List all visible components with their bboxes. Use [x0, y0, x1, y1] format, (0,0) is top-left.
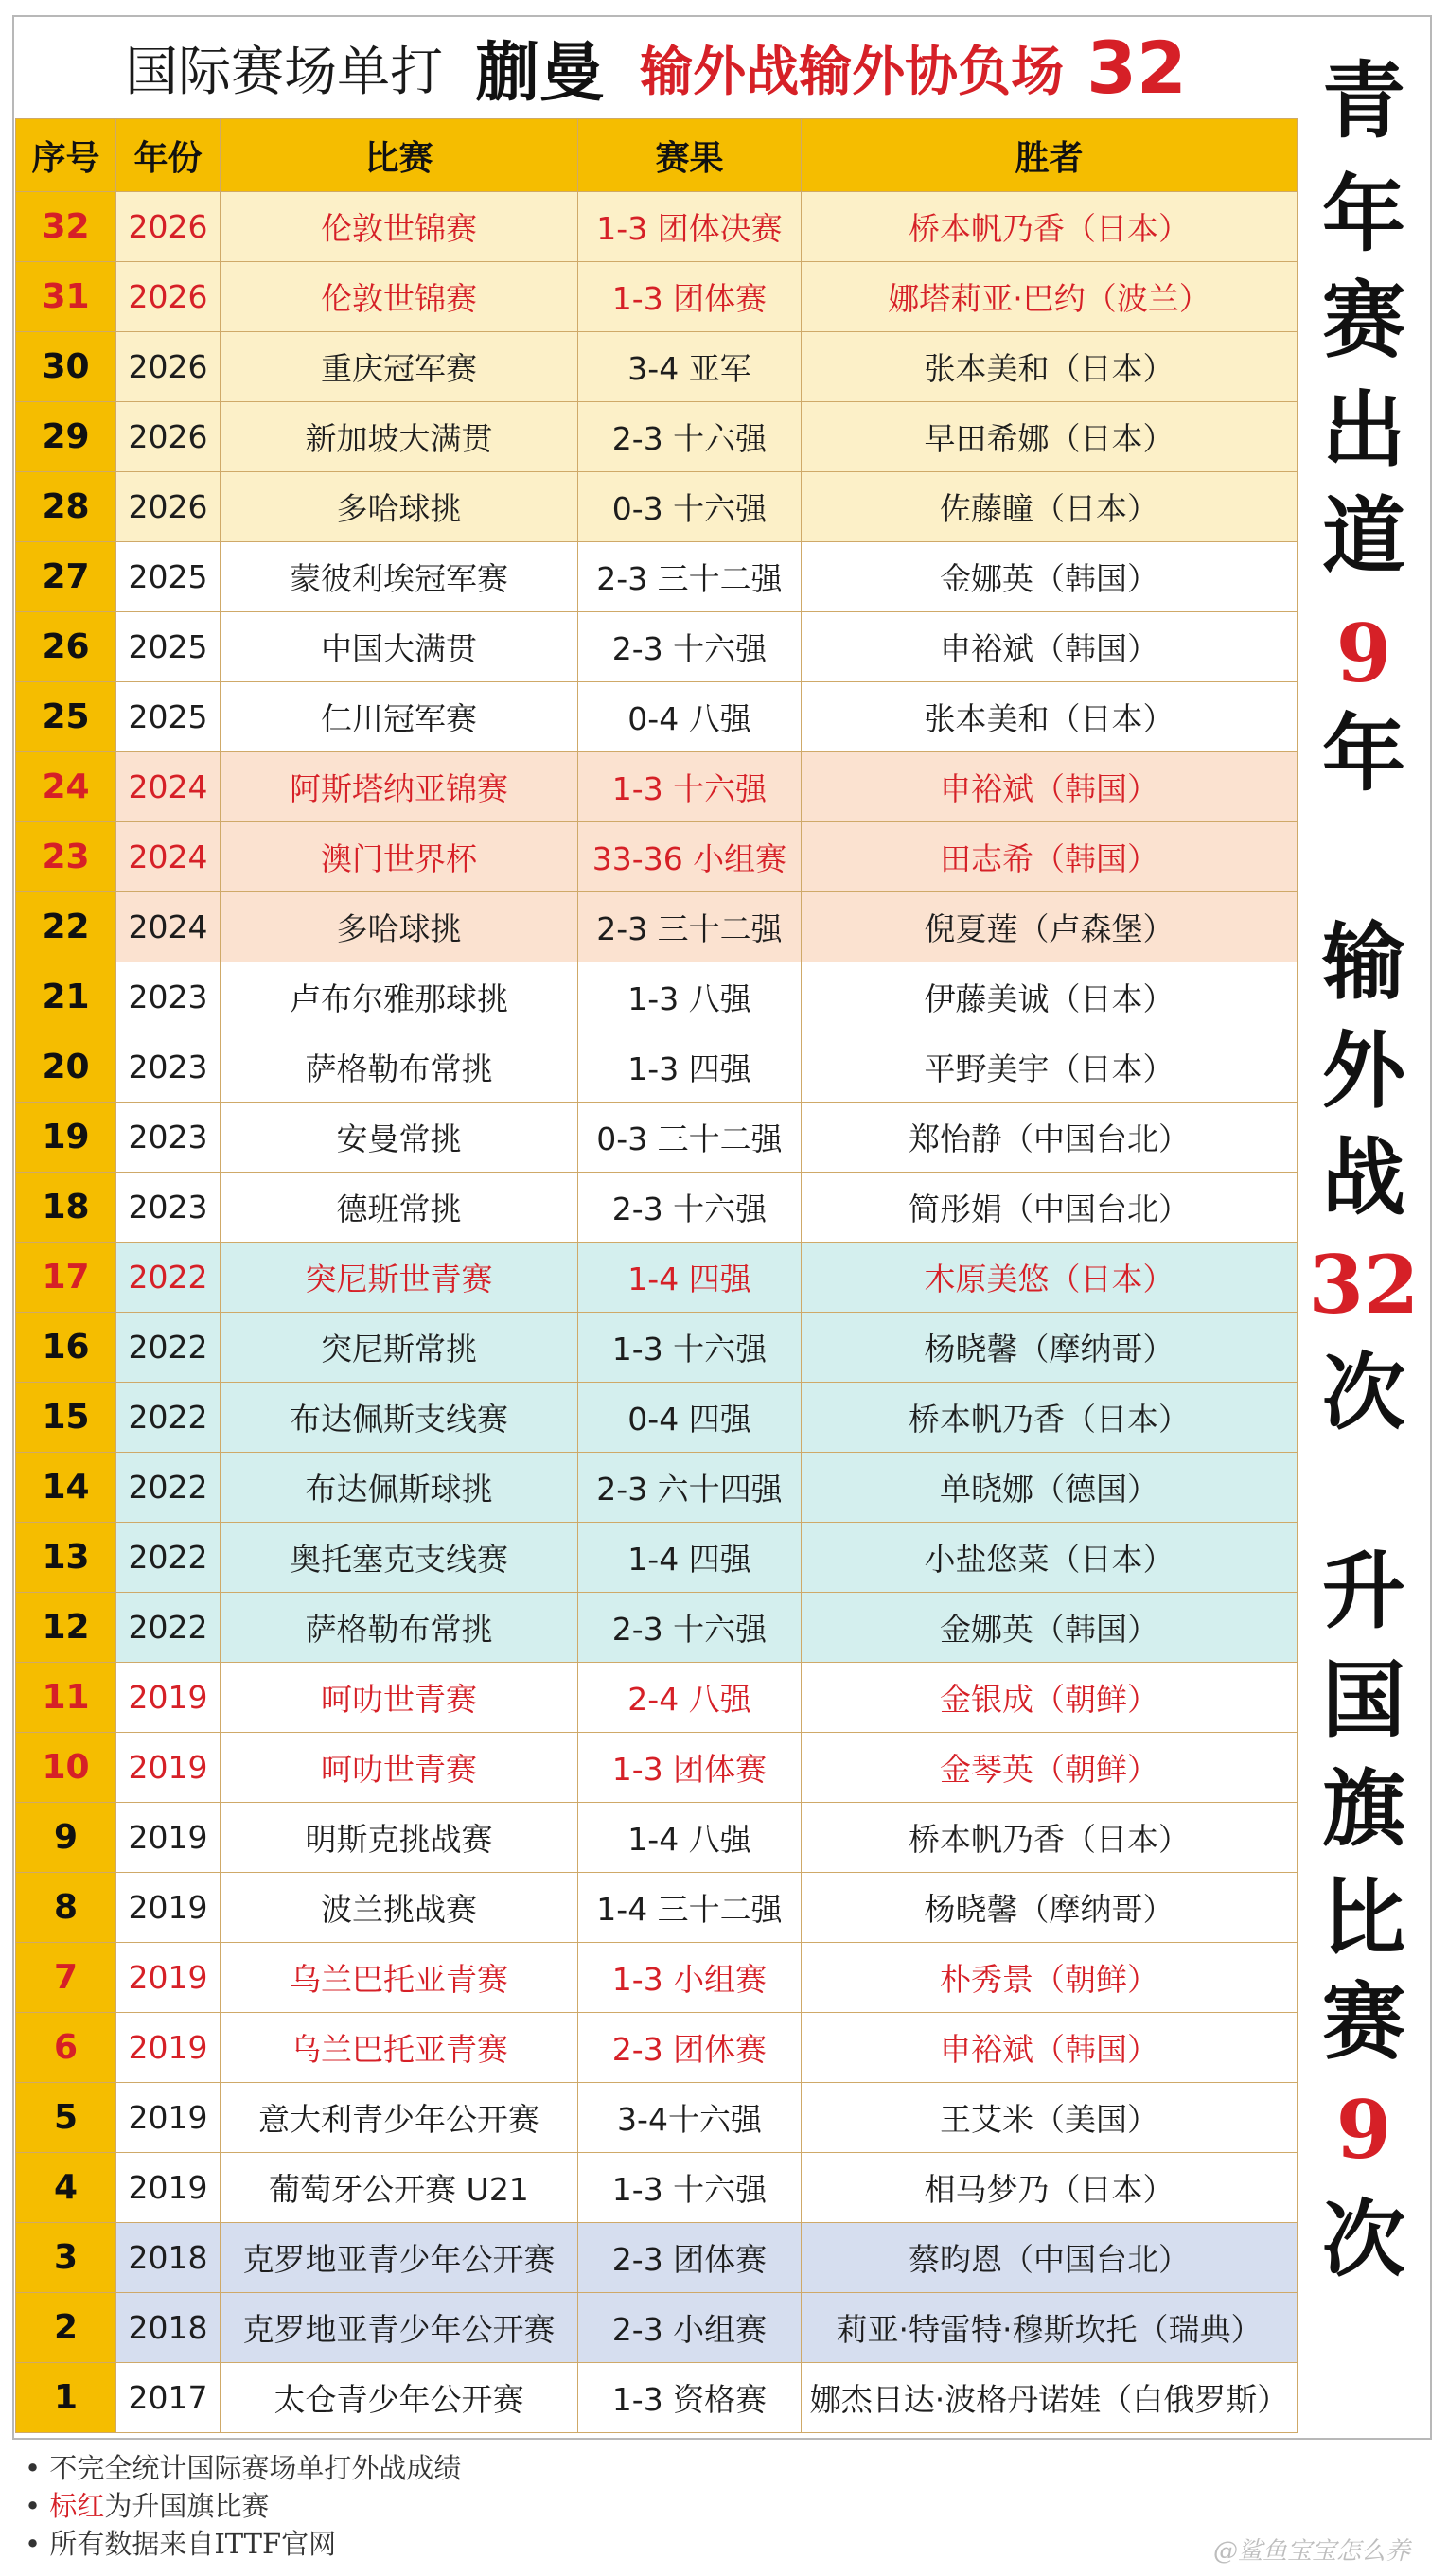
- cell-no: 4: [16, 2153, 116, 2223]
- footnote-item: • 标红为升国旗比赛: [25, 2490, 270, 2522]
- column-header-winner: 胜者: [802, 119, 1298, 192]
- table-header-row: [16, 119, 1298, 192]
- cell-winner: 王艾米（美国）: [802, 2083, 1298, 2153]
- cell-no: 8: [16, 1873, 116, 1943]
- cell-event: 蒙彼利埃冠军赛: [221, 542, 578, 612]
- table-row: [16, 1663, 1298, 1733]
- cell-no: 11: [16, 1663, 116, 1733]
- cell-result: 1-3 资格赛: [578, 2363, 802, 2433]
- table-row: [16, 2293, 1298, 2363]
- side-char: 赛: [1321, 271, 1405, 369]
- cell-no: 26: [16, 612, 116, 682]
- cell-result: 3-4十六强: [578, 2083, 802, 2153]
- cell-year: 2023: [116, 1032, 221, 1103]
- cell-event: 仁川冠军赛: [221, 682, 578, 752]
- cell-winner: 伊藤美诚（日本）: [802, 962, 1298, 1032]
- cell-event: 安曼常挑: [221, 1103, 578, 1173]
- cell-no: 22: [16, 892, 116, 962]
- table-row: [16, 682, 1298, 752]
- cell-result: 1-3 小组赛: [578, 1943, 802, 2013]
- cell-no: 6: [16, 2013, 116, 2083]
- cell-winner: 申裕斌（韩国）: [802, 752, 1298, 822]
- cell-result: 3-4 亚军: [578, 332, 802, 402]
- side-panel: [1302, 17, 1425, 2438]
- cell-no: 15: [16, 1383, 116, 1453]
- cell-result: 0-4 八强: [578, 682, 802, 752]
- cell-year: 2023: [116, 962, 221, 1032]
- cell-result: 1-3 十六强: [578, 1313, 802, 1383]
- cell-result: 1-4 四强: [578, 1243, 802, 1313]
- cell-no: 14: [16, 1453, 116, 1523]
- cell-event: 阿斯塔纳亚锦赛: [221, 752, 578, 822]
- cell-winner: 桥本帆乃香（日本）: [802, 1383, 1298, 1453]
- cell-event: 呵叻世青赛: [221, 1663, 578, 1733]
- cell-event: 重庆冠军赛: [221, 332, 578, 402]
- cell-event: 克罗地亚青少年公开赛: [221, 2293, 578, 2363]
- cell-year: 2024: [116, 822, 221, 892]
- side-char: 道: [1321, 486, 1405, 585]
- table-row: [16, 1173, 1298, 1243]
- cell-result: 1-4 八强: [578, 1803, 802, 1873]
- title-prefix: 国际赛场单打: [125, 41, 444, 103]
- table-row: [16, 1803, 1298, 1873]
- footnote-item: • 不完全统计国际赛场单打外战成绩: [25, 2452, 462, 2484]
- cell-winner: 倪夏莲（卢森堡）: [802, 892, 1298, 962]
- cell-year: 2017: [116, 2363, 221, 2433]
- cell-year: 2019: [116, 2153, 221, 2223]
- table-row: [16, 1032, 1298, 1103]
- table-row: [16, 332, 1298, 402]
- cell-no: 24: [16, 752, 116, 822]
- cell-result: 1-3 四强: [578, 1032, 802, 1103]
- footnotes: [25, 2449, 461, 2563]
- table-row: [16, 1523, 1298, 1593]
- cell-year: 2022: [116, 1383, 221, 1453]
- cell-year: 2023: [116, 1173, 221, 1243]
- footnote-text: 为升国旗比赛: [104, 2490, 270, 2522]
- cell-event: 突尼斯常挑: [221, 1313, 578, 1383]
- cell-result: 2-3 十六强: [578, 1593, 802, 1663]
- cell-event: 新加坡大满贯: [221, 402, 578, 472]
- title-subtitle: 输外战输外协负场: [640, 41, 1065, 103]
- side-char: 出: [1321, 380, 1405, 479]
- cell-year: 2023: [116, 1103, 221, 1173]
- table-row: [16, 1873, 1298, 1943]
- cell-year: 2022: [116, 1523, 221, 1593]
- table-row: [16, 2013, 1298, 2083]
- cell-no: 30: [16, 332, 116, 402]
- table-body: [16, 192, 1298, 2433]
- cell-no: 28: [16, 472, 116, 542]
- cell-event: 中国大满贯: [221, 612, 578, 682]
- cell-year: 2025: [116, 612, 221, 682]
- cell-year: 2022: [116, 1593, 221, 1663]
- cell-winner: 朴秀景（朝鲜）: [802, 1943, 1298, 2013]
- cell-result: 1-3 团体赛: [578, 262, 802, 332]
- cell-event: 澳门世界杯: [221, 822, 578, 892]
- cell-event: 多哈球挑: [221, 892, 578, 962]
- cell-year: 2025: [116, 682, 221, 752]
- cell-winner: 申裕斌（韩国）: [802, 2013, 1298, 2083]
- table-row: [16, 2153, 1298, 2223]
- cell-no: 27: [16, 542, 116, 612]
- cell-winner: 娜塔莉亚·巴约（波兰）: [802, 262, 1298, 332]
- cell-no: 10: [16, 1733, 116, 1803]
- cell-no: 18: [16, 1173, 116, 1243]
- cell-winner: 小盐悠菜（日本）: [802, 1523, 1298, 1593]
- cell-event: 多哈球挑: [221, 472, 578, 542]
- cell-result: 2-3 三十二强: [578, 892, 802, 962]
- cell-winner: 郑怡静（中国台北）: [802, 1103, 1298, 1173]
- cell-result: 1-3 十六强: [578, 2153, 802, 2223]
- cell-result: 2-3 六十四强: [578, 1453, 802, 1523]
- side-char: 输: [1321, 912, 1405, 1011]
- cell-no: 16: [16, 1313, 116, 1383]
- cell-winner: 单晓娜（德国）: [802, 1453, 1298, 1523]
- cell-no: 19: [16, 1103, 116, 1173]
- cell-year: 2019: [116, 2013, 221, 2083]
- cell-result: 33-36 小组赛: [578, 822, 802, 892]
- cell-winner: 桥本帆乃香（日本）: [802, 1803, 1298, 1873]
- cell-result: 2-3 三十二强: [578, 542, 802, 612]
- page-title: [15, 17, 1297, 118]
- cell-no: 20: [16, 1032, 116, 1103]
- cell-no: 31: [16, 262, 116, 332]
- side-char: 国: [1321, 1650, 1405, 1749]
- cell-no: 9: [16, 1803, 116, 1873]
- side-char: 年: [1321, 704, 1405, 803]
- table-row: [16, 822, 1298, 892]
- table-row: [16, 1383, 1298, 1453]
- side-char: 比: [1321, 1868, 1405, 1967]
- cell-no: 32: [16, 192, 116, 262]
- cell-result: 1-3 团体决赛: [578, 192, 802, 262]
- cell-no: 17: [16, 1243, 116, 1313]
- results-table: [15, 118, 1298, 2433]
- table-row: [16, 2223, 1298, 2293]
- footnote-red-label: 标红: [49, 2490, 105, 2522]
- cell-result: 2-3 小组赛: [578, 2293, 802, 2363]
- side-char: 外: [1321, 1021, 1405, 1120]
- table-row: [16, 962, 1298, 1032]
- cell-winner: 杨晓馨（摩纳哥）: [802, 1313, 1298, 1383]
- cell-event: 萨格勒布常挑: [221, 1032, 578, 1103]
- cell-year: 2022: [116, 1243, 221, 1313]
- cell-event: 卢布尔雅那球挑: [221, 962, 578, 1032]
- cell-result: 2-3 十六强: [578, 1173, 802, 1243]
- cell-winner: 简彤娟（中国台北）: [802, 1173, 1298, 1243]
- cell-year: 2022: [116, 1453, 221, 1523]
- cell-event: 太仓青少年公开赛: [221, 2363, 578, 2433]
- cell-no: 21: [16, 962, 116, 1032]
- cell-winner: 平野美宇（日本）: [802, 1032, 1298, 1103]
- cell-event: 波兰挑战赛: [221, 1873, 578, 1943]
- cell-year: 2019: [116, 1943, 221, 2013]
- table-row: [16, 192, 1298, 262]
- cell-year: 2026: [116, 192, 221, 262]
- cell-winner: 杨晓馨（摩纳哥）: [802, 1873, 1298, 1943]
- table-row: [16, 542, 1298, 612]
- footnote-item: • 所有数据来自ITTF官网: [25, 2528, 337, 2560]
- cell-year: 2018: [116, 2293, 221, 2363]
- cell-year: 2019: [116, 1873, 221, 1943]
- watermark: @鲨鱼宝宝怎么养: [1212, 2537, 1410, 2566]
- side-char: 9: [1335, 607, 1392, 700]
- table-row: [16, 2083, 1298, 2153]
- cell-event: 葡萄牙公开赛 U21: [221, 2153, 578, 2223]
- cell-no: 13: [16, 1523, 116, 1593]
- cell-year: 2026: [116, 262, 221, 332]
- column-header-no: 序号: [16, 119, 116, 192]
- cell-event: 萨格勒布常挑: [221, 1593, 578, 1663]
- cell-year: 2019: [116, 1663, 221, 1733]
- cell-winner: 金银成（朝鲜）: [802, 1663, 1298, 1733]
- footnote-text: 不完全统计国际赛场单打外战成绩: [49, 2452, 462, 2484]
- table-row: [16, 402, 1298, 472]
- cell-winner: 桥本帆乃香（日本）: [802, 192, 1298, 262]
- cell-winner: 张本美和（日本）: [802, 682, 1298, 752]
- side-char: 战: [1321, 1128, 1405, 1226]
- cell-year: 2026: [116, 472, 221, 542]
- table-row: [16, 262, 1298, 332]
- column-header-event: 比赛: [221, 119, 578, 192]
- cell-result: 2-4 八强: [578, 1663, 802, 1733]
- cell-no: 1: [16, 2363, 116, 2433]
- cell-event: 伦敦世锦赛: [221, 262, 578, 332]
- table-row: [16, 1593, 1298, 1663]
- side-char: 青: [1321, 51, 1405, 150]
- cell-event: 伦敦世锦赛: [221, 192, 578, 262]
- column-header-result: 赛果: [578, 119, 802, 192]
- cell-event: 克罗地亚青少年公开赛: [221, 2223, 578, 2293]
- table-row: [16, 1453, 1298, 1523]
- table-row: [16, 1943, 1298, 2013]
- side-char: 次: [1321, 2190, 1405, 2288]
- cell-year: 2019: [116, 1803, 221, 1873]
- cell-winner: 佐藤瞳（日本）: [802, 472, 1298, 542]
- table-row: [16, 1313, 1298, 1383]
- cell-event: 呵叻世青赛: [221, 1733, 578, 1803]
- cell-result: 0-3 三十二强: [578, 1103, 802, 1173]
- cell-event: 乌兰巴托亚青赛: [221, 2013, 578, 2083]
- cell-result: 2-3 十六强: [578, 612, 802, 682]
- table-row: [16, 472, 1298, 542]
- side-char: 赛: [1321, 1972, 1405, 2071]
- cell-no: 5: [16, 2083, 116, 2153]
- cell-result: 0-3 十六强: [578, 472, 802, 542]
- cell-result: 1-4 四强: [578, 1523, 802, 1593]
- table-row: [16, 752, 1298, 822]
- side-char: 9: [1335, 2083, 1392, 2177]
- cell-result: 1-3 十六强: [578, 752, 802, 822]
- cell-no: 25: [16, 682, 116, 752]
- cell-winner: 金娜英（韩国）: [802, 1593, 1298, 1663]
- cell-no: 23: [16, 822, 116, 892]
- cell-year: 2026: [116, 332, 221, 402]
- loss-count: 32: [1086, 26, 1187, 110]
- cell-winner: 娜杰日达·波格丹诺娃（白俄罗斯）: [802, 2363, 1298, 2433]
- cell-winner: 申裕斌（韩国）: [802, 612, 1298, 682]
- cell-event: 乌兰巴托亚青赛: [221, 1943, 578, 2013]
- cell-result: 1-4 三十二强: [578, 1873, 802, 1943]
- cell-winner: 田志希（韩国）: [802, 822, 1298, 892]
- cell-result: 2-3 十六强: [578, 402, 802, 472]
- cell-no: 12: [16, 1593, 116, 1663]
- cell-winner: 莉亚·特雷特·穆斯坎托（瑞典）: [802, 2293, 1298, 2363]
- cell-result: 2-3 团体赛: [578, 2223, 802, 2293]
- cell-winner: 木原美悠（日本）: [802, 1243, 1298, 1313]
- table-row: [16, 2363, 1298, 2433]
- cell-result: 1-3 团体赛: [578, 1733, 802, 1803]
- column-header-year: 年份: [116, 119, 221, 192]
- cell-event: 奥托塞克支线赛: [221, 1523, 578, 1593]
- cell-winner: 相马梦乃（日本）: [802, 2153, 1298, 2223]
- table-row: [16, 1733, 1298, 1803]
- cell-year: 2018: [116, 2223, 221, 2293]
- cell-winner: 金琴英（朝鲜）: [802, 1733, 1298, 1803]
- table-row: [16, 1243, 1298, 1313]
- cell-no: 3: [16, 2223, 116, 2293]
- side-char: 年: [1321, 165, 1405, 263]
- cell-winner: 金娜英（韩国）: [802, 542, 1298, 612]
- cell-no: 7: [16, 1943, 116, 2013]
- cell-year: 2019: [116, 2083, 221, 2153]
- cell-year: 2022: [116, 1313, 221, 1383]
- footnote-text: 所有数据来自ITTF官网: [49, 2528, 337, 2560]
- side-char: 升: [1321, 1542, 1405, 1640]
- cell-year: 2024: [116, 892, 221, 962]
- cell-no: 2: [16, 2293, 116, 2363]
- cell-event: 明斯克挑战赛: [221, 1803, 578, 1873]
- cell-winner: 蔡昀恩（中国台北）: [802, 2223, 1298, 2293]
- cell-year: 2024: [116, 752, 221, 822]
- side-char: 旗: [1321, 1759, 1405, 1858]
- table-row: [16, 892, 1298, 962]
- cell-event: 突尼斯世青赛: [221, 1243, 578, 1313]
- cell-result: 1-3 八强: [578, 962, 802, 1032]
- cell-year: 2025: [116, 542, 221, 612]
- cell-event: 布达佩斯支线赛: [221, 1383, 578, 1453]
- cell-event: 德班常挑: [221, 1173, 578, 1243]
- cell-winner: 早田希娜（日本）: [802, 402, 1298, 472]
- table-row: [16, 1103, 1298, 1173]
- cell-winner: 张本美和（日本）: [802, 332, 1298, 402]
- cell-no: 29: [16, 402, 116, 472]
- cell-event: 意大利青少年公开赛: [221, 2083, 578, 2153]
- side-char: 32: [1308, 1238, 1420, 1332]
- cell-result: 0-4 四强: [578, 1383, 802, 1453]
- cell-event: 布达佩斯球挑: [221, 1453, 578, 1523]
- cell-year: 2019: [116, 1733, 221, 1803]
- cell-result: 2-3 团体赛: [578, 2013, 802, 2083]
- cell-year: 2026: [116, 402, 221, 472]
- side-char: 次: [1321, 1343, 1405, 1441]
- player-name: 蒯曼: [475, 36, 605, 111]
- table-row: [16, 612, 1298, 682]
